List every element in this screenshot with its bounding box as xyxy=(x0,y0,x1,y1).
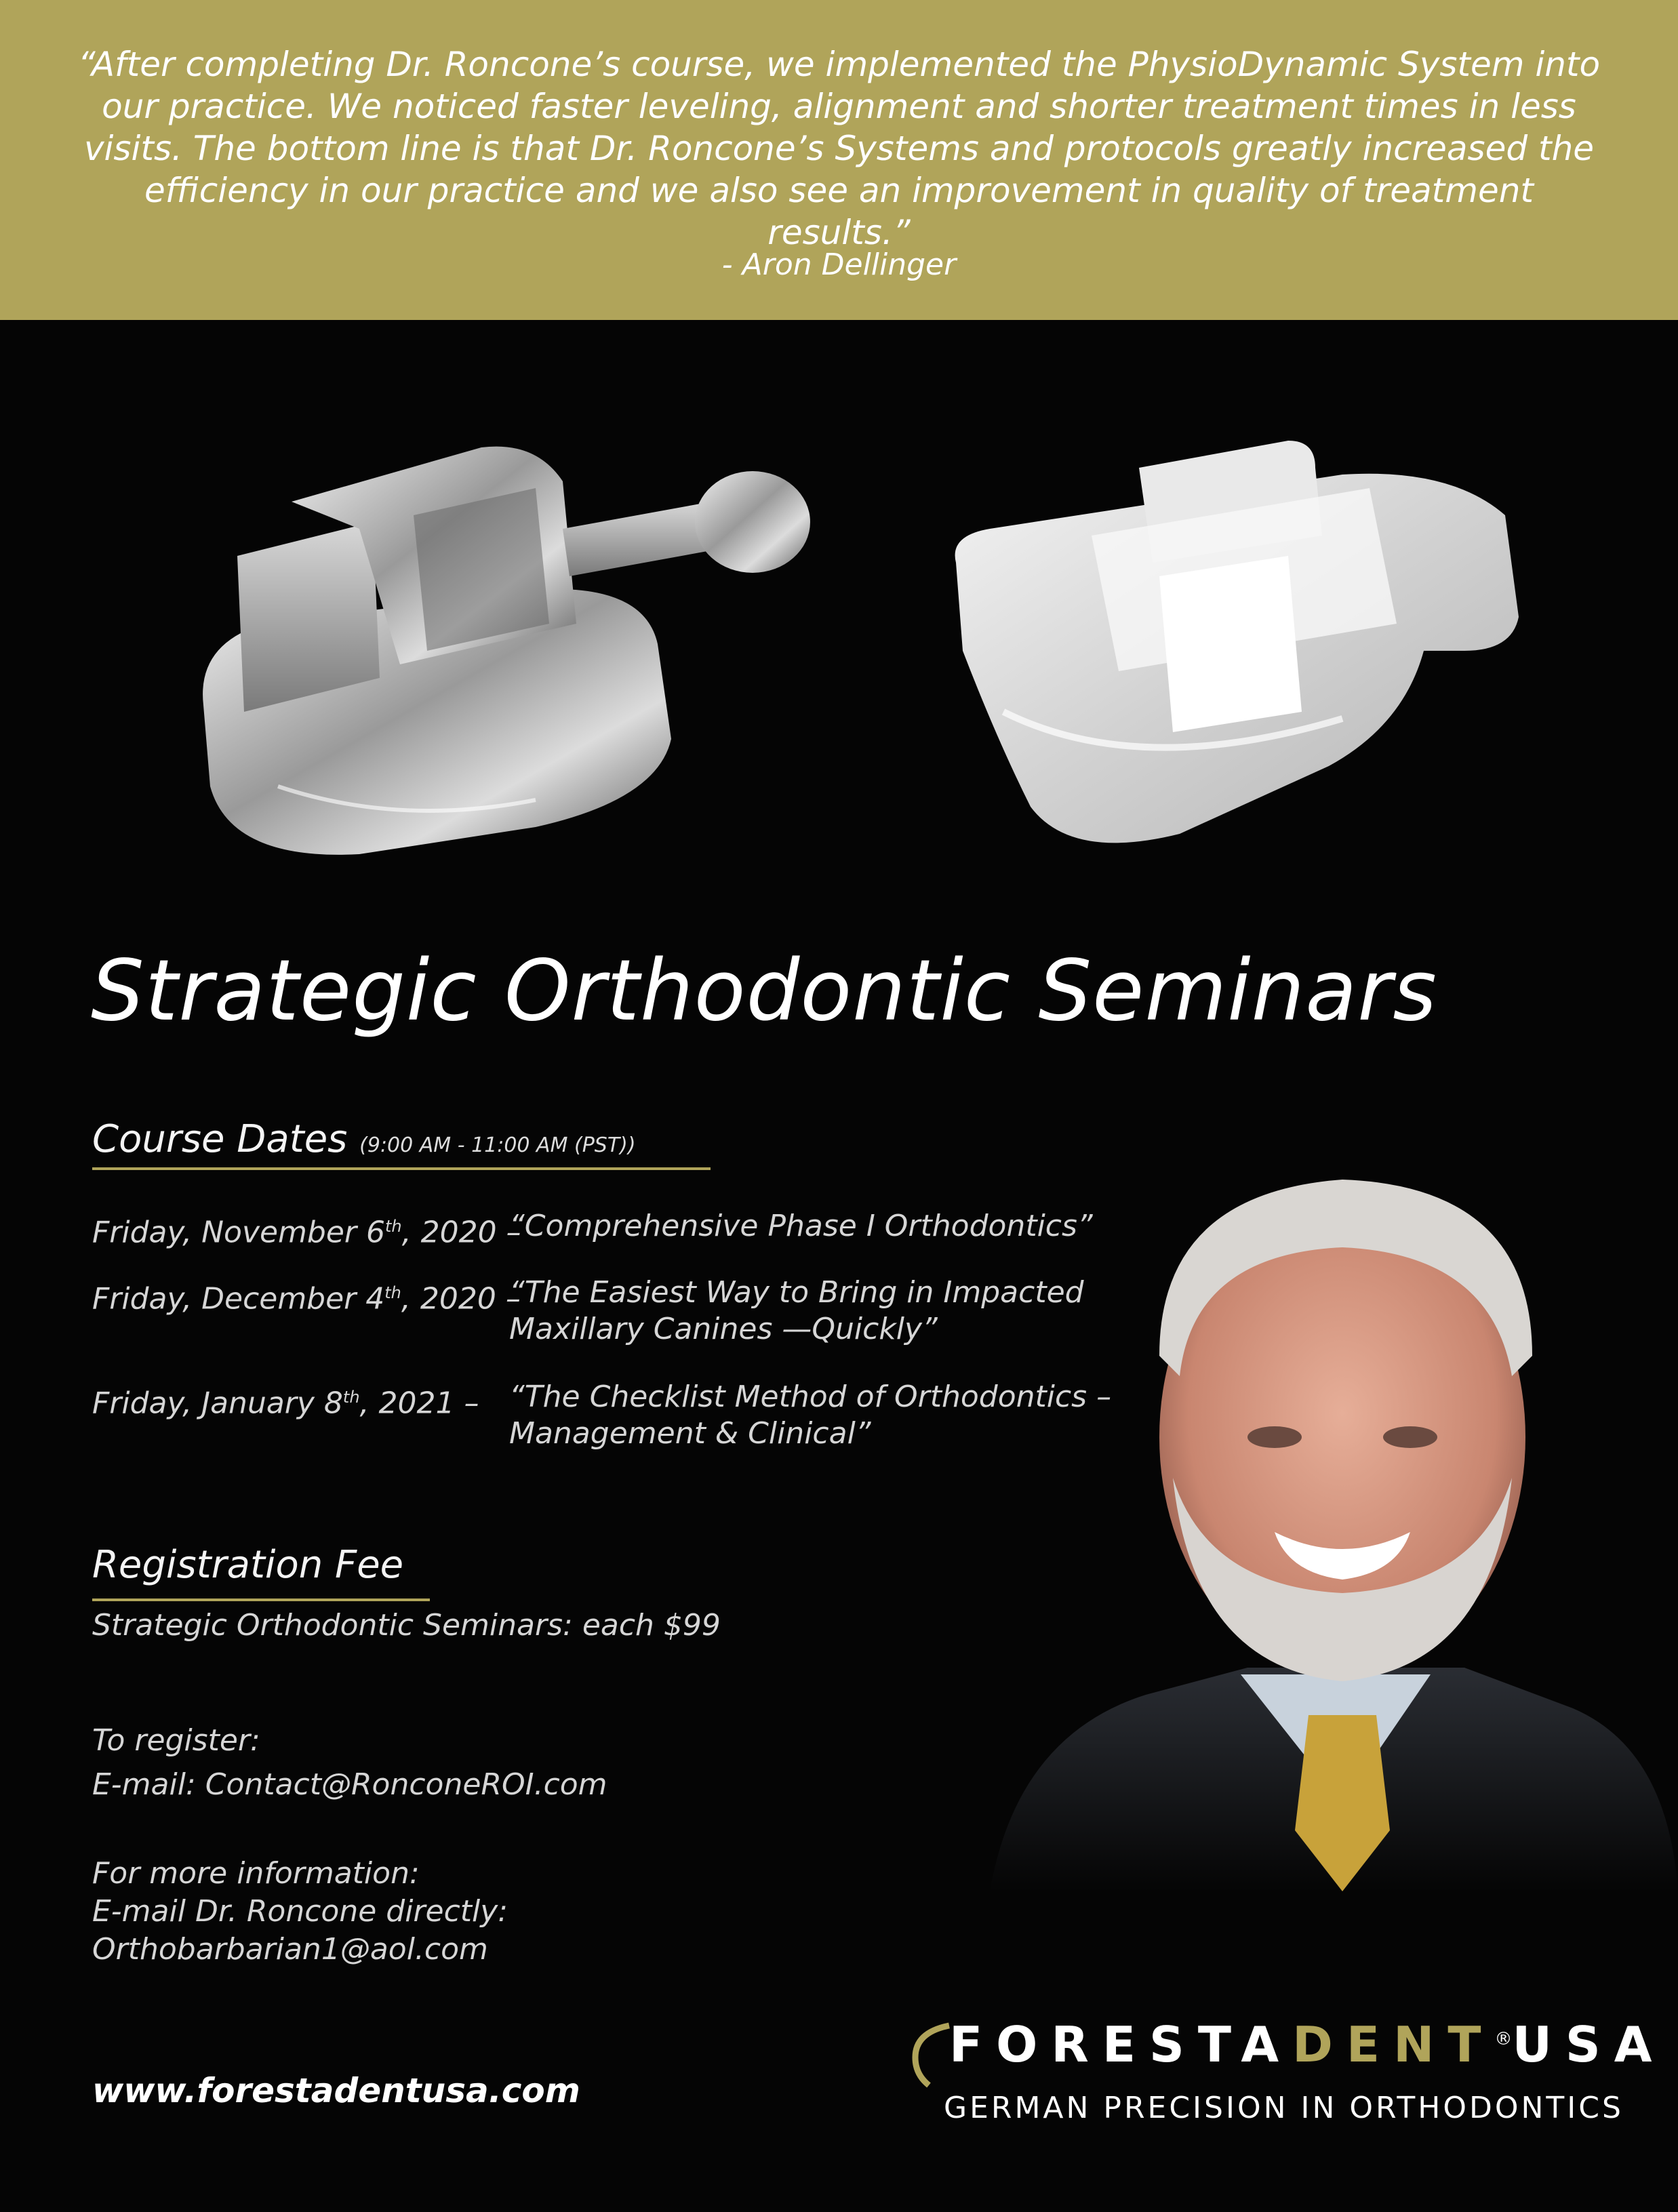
register-email[interactable]: E-mail: Contact@RonconeROI.com xyxy=(92,1767,607,1802)
testimonial-quote: “After completing Dr. Roncone’s course, we implemented the PhysioDynamic System into our practice. We noticed faster leveling, alignment and shorter treatment times in less visits. The bottom line is that Dr. Roncone’s Systems and protocols greatly increased the efficiency in our practice and we also see an improvement in quality of treatment results.” xyxy=(77,45,1601,252)
registration-heading: Registration Fee xyxy=(92,1543,404,1587)
more-info-email[interactable]: Orthobarbarian1@aol.com xyxy=(92,1932,488,1967)
course-title: “The Easiest Way to Bring in Impacted Maxillary Canines —Quickly” xyxy=(509,1275,1084,1346)
testimonial-author: - Aron Dellinger xyxy=(721,247,957,282)
testimonial-band xyxy=(0,0,1678,320)
forestadent-logo xyxy=(908,2016,1666,2129)
more-info-label: For more information: xyxy=(92,1856,420,1891)
course-date: Friday, November 6th, 2020 – xyxy=(92,1215,521,1250)
course-dates-time: (9:00 AM - 11:00 AM (PST)) xyxy=(359,1133,636,1157)
ceramic-bracket-image xyxy=(936,427,1559,874)
course-dates-heading xyxy=(92,1117,636,1161)
website-link[interactable]: www.forestadentusa.com xyxy=(92,2071,580,2110)
registration-fee: Strategic Orthodontic Seminars: each $99 xyxy=(92,1608,721,1643)
doctor-portrait xyxy=(990,1152,1678,1891)
registration-underline xyxy=(92,1598,430,1601)
page-title: Strategic Orthodontic Seminars xyxy=(91,942,1437,1040)
register-label: To register: xyxy=(92,1723,260,1758)
course-dates-underline xyxy=(92,1167,711,1170)
more-info-line: E-mail Dr. Roncone directly: xyxy=(92,1894,508,1929)
metal-bracket-image xyxy=(156,420,827,895)
course-dates-title: Course Dates xyxy=(92,1117,348,1161)
logo-wordmark: FORESTADENT®USA xyxy=(949,2016,1666,2073)
course-date: Friday, January 8th, 2021 – xyxy=(92,1386,479,1421)
course-title: “Comprehensive Phase I Orthodontics” xyxy=(509,1209,1093,1243)
course-date: Friday, December 4th, 2020 – xyxy=(92,1281,521,1316)
course-title: “The Checklist Method of Orthodontics – Management & Clinical” xyxy=(509,1380,1112,1451)
logo-tagline: GERMAN PRECISION IN ORTHODONTICS xyxy=(944,2091,1624,2125)
